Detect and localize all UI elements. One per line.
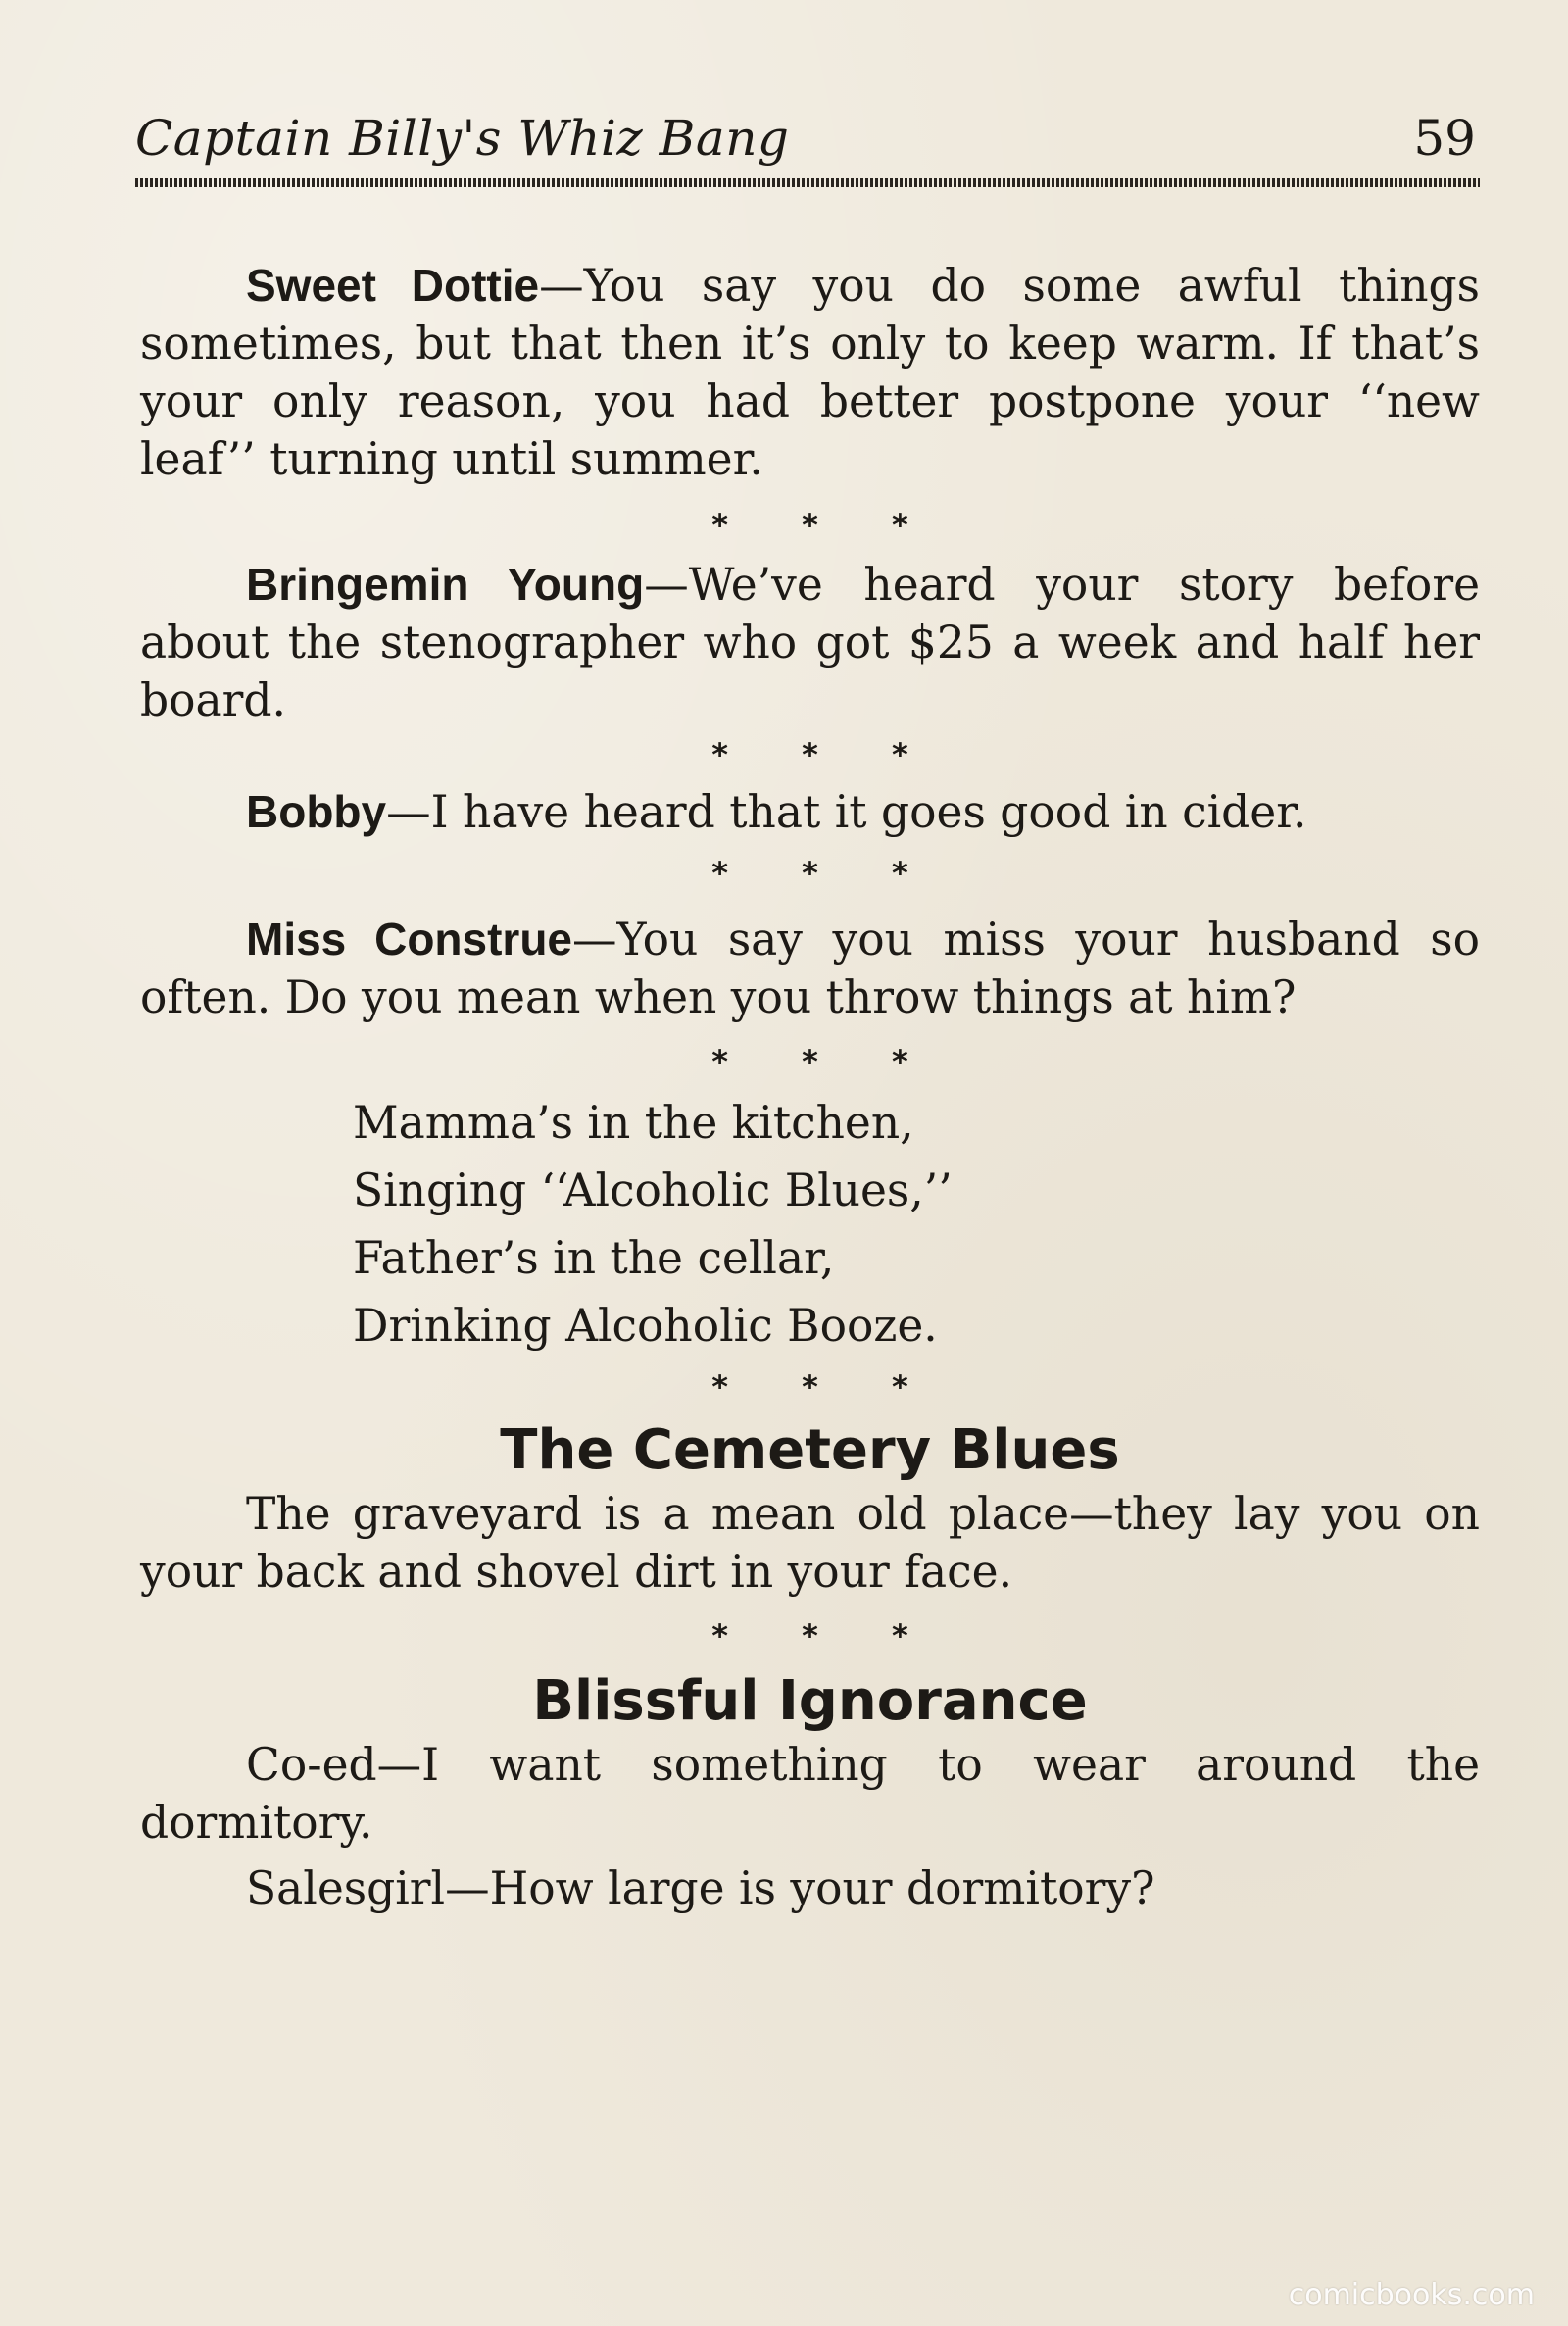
header-rule (135, 178, 1480, 187)
separator-stars: * * * (711, 1368, 908, 1406)
separator-stars: * * * (711, 507, 908, 544)
separator-stars: * * * (711, 1617, 908, 1655)
poem-line: Singing ‘‘Alcoholic Blues,’’ (353, 1164, 953, 1216)
poem (140, 1089, 1480, 1360)
entry-miss-construe (140, 911, 1480, 1026)
page-number: 59 (1413, 110, 1476, 167)
poem-line: Mamma’s in the kitchen, (353, 1097, 914, 1149)
poem-line: Drinking Alcoholic Booze. (353, 1300, 938, 1352)
magazine-title: Captain Billy's Whiz Bang (135, 110, 790, 167)
separator-stars: * * * (711, 1043, 908, 1080)
section-heading: Blissful Ignorance (532, 1669, 1088, 1733)
section-line: Co-ed—I want something to wear around the dormitory. (140, 1739, 1480, 1849)
section-line: Salesgirl—How large is your dormitory? (246, 1862, 1155, 1914)
page-header (135, 110, 1480, 188)
entry-text: —You say you do some awful things sometimes, but that then it’s only to keep warm. If that’s your only reason, you had better postpone your ‘‘new leaf’’ turning until summer. (140, 260, 1481, 485)
watermark-text: comicbooks.com (1288, 2278, 1535, 2312)
entry-name: Bringemin Young (246, 559, 645, 610)
entry-name: Miss Construe (246, 914, 573, 965)
entry-text: —I have heard that it goes good in cider. (386, 786, 1307, 838)
section-paragraph: The graveyard is a mean old place—they lay you on your back and shovel dirt in your face. (140, 1488, 1480, 1598)
entry-sweet-dottie (140, 257, 1480, 488)
entry-bobby (140, 783, 1480, 841)
separator-stars: * * * (711, 855, 908, 892)
entry-bringemin-young (140, 556, 1480, 729)
entry-text: —You say you miss your husband so often. Do you mean when you throw things at him? (140, 914, 1480, 1023)
poem-line: Father’s in the cellar, (353, 1232, 835, 1284)
page-content (140, 257, 1480, 1917)
entry-text: —We’ve heard your story before about the stenographer who got $25 a week and half her board. (140, 559, 1481, 726)
separator-stars: * * * (711, 736, 908, 773)
section-heading: The Cemetery Blues (500, 1418, 1120, 1482)
entry-name: Bobby (246, 786, 387, 837)
entry-name: Sweet Dottie (246, 260, 540, 311)
